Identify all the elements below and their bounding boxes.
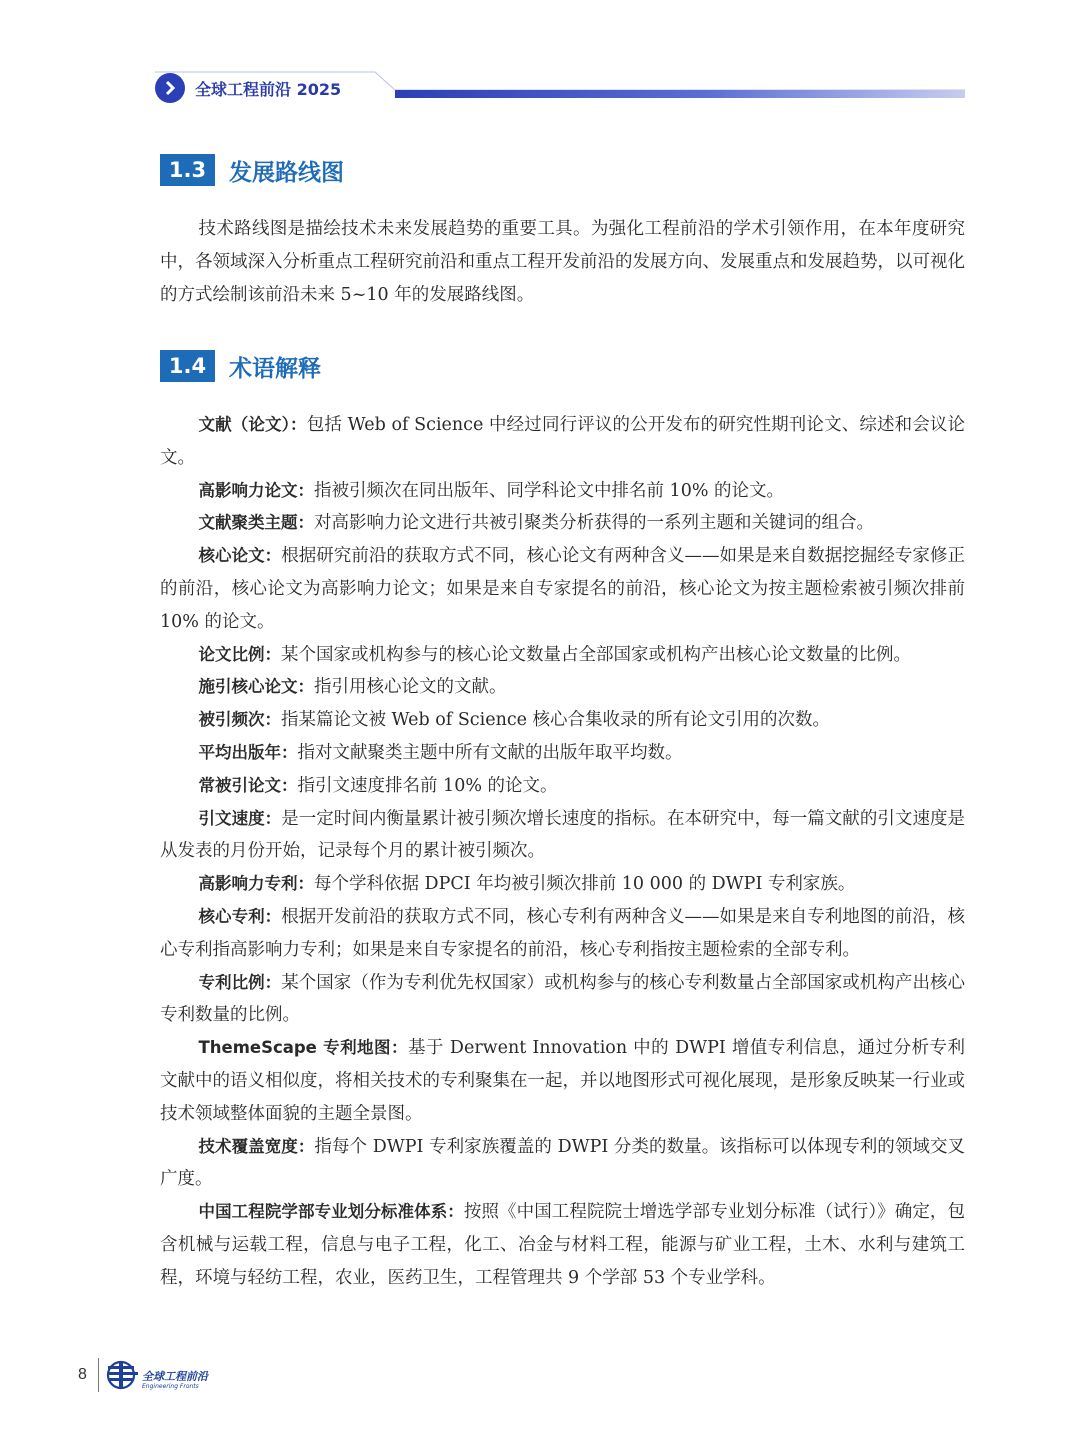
glossary-definition: 包括 Web of Science 中经过同行评议的公开发布的研究性期刊论文、综述和会议论文。: [160, 415, 965, 468]
section-heading-1-3: [160, 152, 344, 188]
header-rule: [395, 90, 965, 98]
glossary-definition: 根据开发前沿的获取方式不同，核心专利有两种含义——如果是来自专利地图的前沿，核心专利指高影响力专利；如果是来自专家提名的前沿，核心专利指按主题检索的全部专利。: [160, 906, 966, 960]
section-title: 术语解释: [229, 355, 321, 382]
footer-logo-title: 全球工程前沿: [142, 1370, 208, 1383]
glossary-term: 被引频次：: [198, 710, 281, 730]
glossary-entry: [160, 475, 965, 508]
glossary-entry: [160, 409, 965, 475]
section-1-3-body: [160, 213, 965, 311]
glossary-entry: [160, 1196, 965, 1294]
glossary-entry: [160, 1032, 965, 1130]
footer-logo-subtitle: Engineering Fronts: [142, 1383, 199, 1390]
section-title: 发展路线图: [229, 159, 344, 186]
glossary-definition: 基于 Derwent Innovation 中的 DWPI 增值专利信息，通过分析专利文献中的语义相似度，将相关技术的专利聚集在一起，并以地图形式可视化展现，是形象反映某一行业或技术领域整体面貌的主题全景图。: [160, 1038, 966, 1124]
glossary-definition: 每个学科依据 DPCI 年均被引频次排前 10 000 的 DWPI 专利家族。: [314, 874, 856, 895]
glossary-term: 核心论文：: [198, 546, 282, 566]
glossary-term: 论文比例：: [198, 644, 281, 664]
glossary-entry: [160, 671, 965, 704]
glossary-entry: [160, 803, 965, 869]
glossary-term: 文献聚类主题：: [198, 513, 314, 533]
glossary-term: 常被引论文：: [198, 775, 298, 795]
section-number: 1.4: [160, 350, 215, 382]
glossary-term: 高影响力论文：: [198, 480, 314, 500]
glossary-entry: [160, 1131, 965, 1197]
footer-logo-text: [142, 1368, 208, 1390]
glossary-definition: 某个国家（作为专利优先权国家）或机构参与的核心专利数量占全部国家或机构产出核心专利数量的比例。: [160, 972, 966, 1026]
glossary-entry: [160, 639, 965, 672]
glossary-list: [160, 409, 965, 1295]
glossary-entry: [160, 967, 965, 1033]
glossary-term: 中国工程院学部专业划分标准体系：: [198, 1202, 464, 1222]
footer-divider: [98, 1358, 99, 1392]
glossary-term: 高影响力专利：: [198, 874, 314, 894]
glossary-entry: [160, 507, 965, 540]
glossary-definition: 指每个 DWPI 专利家族覆盖的 DWPI 分类的数量。该指标可以体现专利的领域交叉广度。: [160, 1136, 966, 1190]
page-number: 8: [78, 1366, 87, 1383]
glossary-term: 文献（论文）：: [198, 415, 307, 434]
glossary-definition: 某个国家或机构参与的核心论文数量占全部国家或机构产出核心论文数量的比例。: [281, 644, 911, 665]
glossary-definition: 指某篇论文被 Web of Science 核心合集收录的所有论文引用的次数。: [281, 710, 831, 731]
glossary-entry: [160, 868, 965, 901]
glossary-term: 核心专利：: [198, 906, 282, 926]
glossary-definition: 指被引频次在同出版年、同学科论文中排名前 10% 的论文。: [314, 480, 785, 501]
glossary-entry: [160, 737, 965, 770]
glossary-entry: [160, 540, 965, 638]
glossary-term: ThemeScape 专利地图：: [198, 1038, 408, 1058]
glossary-definition: 对高影响力论文进行共被引聚类分析获得的一系列主题和关键词的组合。: [314, 513, 874, 534]
glossary-definition: 根据研究前沿的获取方式不同，核心论文有两种含义——如果是来自数据挖掘经专家修正的前沿，核心论文为高影响力论文；如果是来自专家提名的前沿，核心论文为按主题检索被引频次排前 10% 的论文。: [160, 546, 966, 632]
glossary-entry: [160, 901, 965, 967]
glossary-term: 引文速度：: [198, 808, 282, 828]
glossary-definition: 是一定时间内衡量累计被引频次增长速度的指标。在本研究中，每一篇文献的引文速度是从发表的月份开始，记录每个月的累计被引频次。: [160, 808, 966, 862]
running-header: [155, 68, 965, 108]
header-title: 全球工程前沿 2025: [195, 80, 342, 99]
glossary-term: 技术覆盖宽度：: [198, 1136, 315, 1156]
glossary-definition: 指引用核心论文的文献。: [314, 677, 507, 698]
glossary-term: 施引核心论文：: [198, 677, 314, 697]
engineering-fronts-logo-icon: [106, 1360, 140, 1390]
glossary-entry: [160, 704, 965, 737]
glossary-entry: [160, 770, 965, 803]
section-number: 1.3: [160, 154, 215, 186]
glossary-term: 专利比例：: [198, 972, 282, 992]
chevron-right-icon: [155, 73, 185, 103]
glossary-definition: 按照《中国工程院院士增选学部专业划分标准（试行）》确定，包含机械与运载工程，信息与电子工程，化工、冶金与材料工程，能源与矿业工程，土木、水利与建筑工程，环境与轻纺工程，农业，医药卫生，工程管理共 9 个学部 53 个专业学科。: [160, 1202, 966, 1288]
section-heading-1-4: [160, 348, 321, 384]
glossary-definition: 指引文速度排名前 10% 的论文。: [297, 775, 558, 796]
roadmap-paragraph: 技术路线图是描绘技术未来发展趋势的重要工具。为强化工程前沿的学术引领作用，在本年度研究中，各领域深入分析重点工程研究前沿和重点工程开发前沿的发展方向、发展重点和发展趋势，以可视化的方式绘制该前沿未来 5~10 年的发展路线图。: [160, 219, 965, 305]
glossary-definition: 指对文献聚类主题中所有文献的出版年取平均数。: [297, 742, 683, 763]
glossary-term: 平均出版年：: [198, 742, 298, 762]
